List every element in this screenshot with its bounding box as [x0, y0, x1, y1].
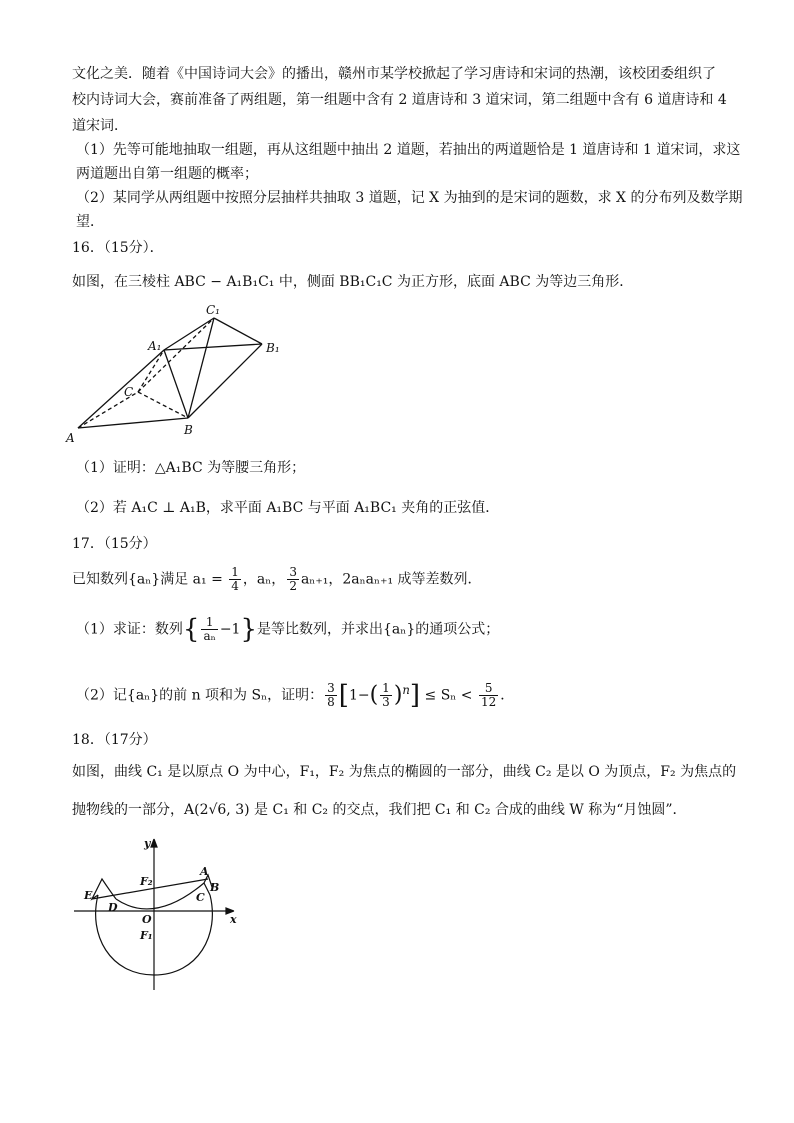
- p16-statement: 如图，在三棱柱 ABC − A₁B₁C₁ 中，侧面 BB₁C₁C 为正方形，底面 ABC 为等边三角形．: [72, 274, 634, 290]
- p18-moon-curve-figure: [70, 835, 245, 995]
- p17-statement: 已知数列{aₙ}满足 a₁ = $\frac{1}{4}$ ，aₙ， $\frac{3}{2}$ aₙ₊₁，2aₙaₙ₊₁ 成等差数列．: [72, 565, 482, 593]
- p18-statement-line-1: 如图，曲线 C₁ 是以原点 O 为中心，F₁，F₂ 为焦点的椭圆的一部分，曲线 C₂ 是以 O 为顶点，F₂ 为焦点的: [72, 764, 737, 780]
- p15-text-line-1: 文化之美．随着《中国诗词大会》的播出，赣州市某学校掀起了学习唐诗和宋词的热潮，该校团委组织了: [72, 66, 716, 82]
- label-x: x: [230, 913, 237, 926]
- p15-text-line-2: 校内诗词大会，赛前准备了两组题，第一组题中含有 2 道唐诗和 3 道宋词，第二组题中含有 6 道唐诗和 4: [72, 92, 727, 108]
- edge-AA1: [78, 350, 164, 428]
- label-C1: C₁: [206, 303, 220, 317]
- edge-A1B1: [164, 344, 262, 350]
- label-y: y: [144, 837, 151, 850]
- p16-heading: 16．（15分）．: [72, 240, 164, 256]
- label-A: A: [66, 431, 75, 445]
- edge-A1B: [164, 350, 188, 418]
- label-F1: F₁: [140, 929, 153, 942]
- p18-heading: 18．（17分）: [72, 732, 157, 748]
- label-A: A: [200, 865, 209, 878]
- edge-C1B1: [214, 318, 262, 344]
- p15-part1-line-2: 两道题出自第一组题的概率；: [76, 166, 258, 182]
- edge-CC1: [138, 318, 214, 392]
- p18-statement-line-2: 抛物线的一部分，A(2√6, 3) 是 C₁ 和 C₂ 的交点，我们把 C₁ 和 C₂ 合成的曲线 W 称为“月蚀圆”．: [72, 802, 687, 818]
- label-E: E: [84, 889, 93, 902]
- label-B: B: [210, 881, 220, 894]
- label-F2: F₂: [140, 875, 153, 888]
- p15-part1-line-1: （1）先等可能地抽取一组题，再从这组题中抽出 2 道题，若抽出的两道题恰是 1 道唐诗和 1 道宋词，求这: [76, 142, 741, 158]
- p17-heading: 17．（15分）: [72, 536, 157, 552]
- p16-prism-figure: [60, 300, 300, 450]
- p16-part2: （2）若 A₁C ⊥ A₁B，求平面 A₁BC 与平面 A₁BC₁ 夹角的正弦值．: [76, 500, 500, 516]
- p17-part2: （2）记{aₙ}的前 n 项和为 Sₙ，证明： $\frac{3}{8}$ [1−( $\frac{1}{3}$ )$^n$] ≤ Sₙ < $\frac{5}{12}$ ．: [76, 680, 515, 711]
- label-O: O: [142, 913, 152, 926]
- p15-part2-line-1: （2）某同学从两组题中按照分层抽样共抽取 3 道题，记 X 为抽到的是宋词的题数，求 X 的分布列及数学期: [76, 190, 743, 206]
- edge-BB1: [188, 344, 262, 418]
- p16-part1: （1）证明：△A₁BC 为等腰三角形；: [76, 460, 306, 476]
- p17-part1: （1）求证：数列{ $\frac{1}{\text{aₙ}}$ −1}是等比数列，并求出{aₙ}的通项公式；: [76, 614, 500, 645]
- label-A1: A₁: [148, 339, 162, 353]
- edge-BC1: [188, 318, 214, 418]
- label-C: C: [196, 891, 205, 904]
- p15-text-line-3: 道宋词．: [72, 118, 128, 134]
- label-B: B: [184, 423, 193, 437]
- edge-AB: [78, 418, 188, 428]
- label-C: C: [124, 385, 134, 399]
- label-B1: B₁: [266, 341, 280, 355]
- label-D: D: [108, 901, 118, 914]
- p15-part2-line-2: 望．: [76, 214, 104, 230]
